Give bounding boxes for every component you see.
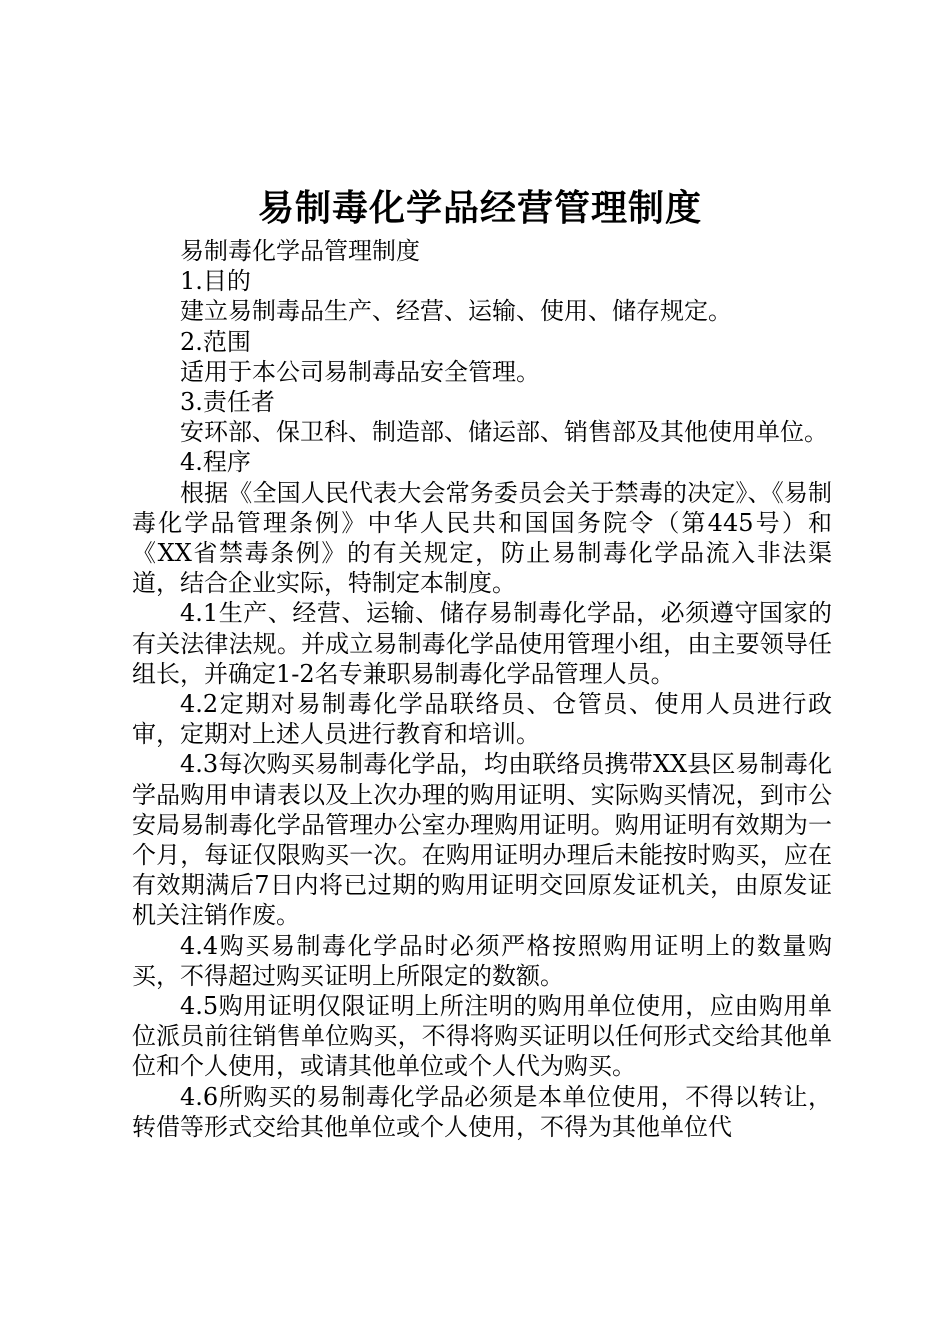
paragraph: 4.2定期对易制毒化学品联络员、仓管员、使用人员进行政审，定期对上述人员进行教育和培训。 [132,690,832,749]
paragraph: 安环部、保卫科、制造部、储运部、销售部及其他使用单位。 [180,418,828,447]
paragraph: 易制毒化学品管理制度 [180,237,420,265]
paragraph: 1.目的 [180,267,251,296]
paragraph: 适用于本公司易制毒品安全管理。 [180,357,540,386]
document-body [132,236,832,1142]
document-title: 易制毒化学品经营管理制度 [257,187,702,229]
paragraph: 3.责任者 [180,388,275,417]
paragraph: 4.1生产、经营、运输、储存易制毒化学品，必须遵守国家的有关法律法规。并成立易制毒化学品使用管理小组，由主要领导任组长，并确定1-2名专兼职易制毒化学品管理人员。 [132,599,832,688]
paragraph: 2.范围 [180,327,251,356]
paragraph: 4.3每次购买易制毒化学品，均由联络员携带XX县区易制毒化学品购用申请表以及上次办理的购用证明、实际购买情况，到市公安局易制毒化学品管理办公室办理购用证明。购用证明有效期为一个月，每证仅限购买一次。在购用证明办理后未能按时购买，应在有效期满后7日内将已过期的购用证明交回原发证机关，由原发证机关注销作废。 [132,750,832,930]
paragraph: 4.4购买易制毒化学品时必须严格按照购用证明上的数量购买，不得超过购买证明上所限定的数额。 [132,931,832,990]
paragraph: 建立易制毒品生产、经营、运输、使用、储存规定。 [180,297,732,326]
paragraph: 4.6所购买的易制毒化学品必须是本单位使用，不得以转让，转借等形式交给其他单位或个人使用，不得为其他单位代 [132,1082,832,1141]
paragraph: 根据《全国人民代表大会常务委员会关于禁毒的决定》、《易制毒化学品管理条例》中华人民共和国国务院令（第445号）和《XX省禁毒条例》的有关规定，防止易制毒化学品流入非法渠道，结合企业实际，特制定本制度。 [132,478,832,598]
paragraph: 4.程序 [180,448,251,477]
paragraph: 4.5购用证明仅限证明上所注明的购用单位使用，应由购用单位派员前往销售单位购买，不得将购买证明以任何形式交给其他单位和个人使用，或请其他单位或个人代为购买。 [132,992,832,1081]
